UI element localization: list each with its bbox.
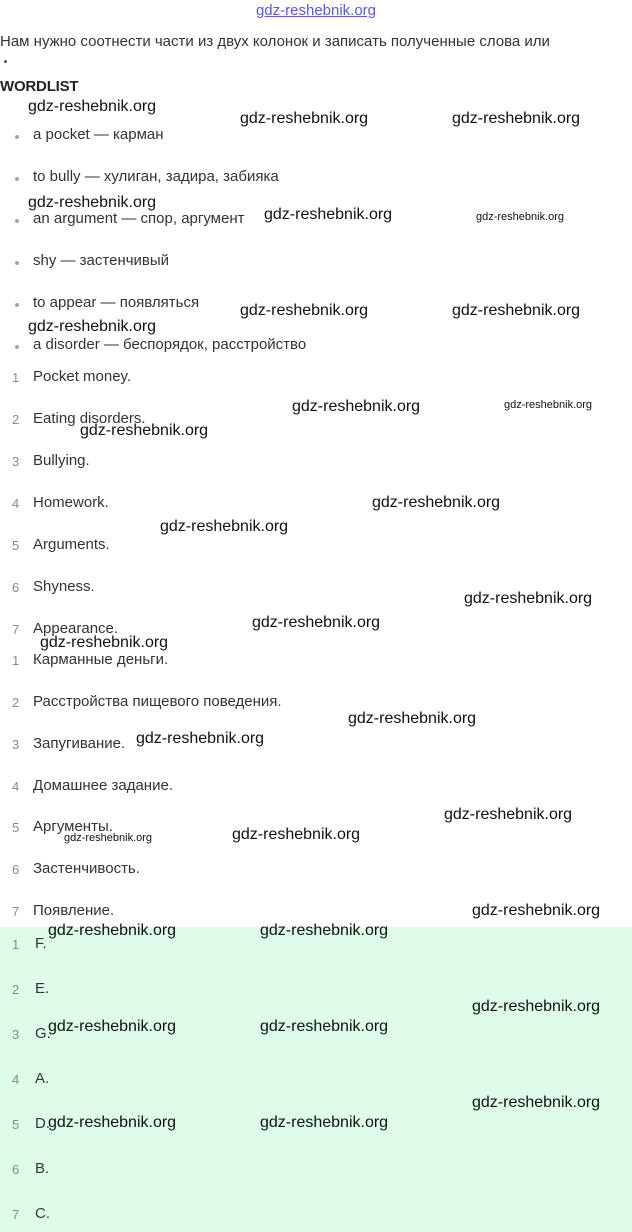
item-number: 2 bbox=[12, 412, 20, 427]
item-number: 1 bbox=[12, 937, 20, 952]
watermark: gdz-reshebnik.org bbox=[160, 518, 289, 535]
topic-en-text: Eating disorders. bbox=[33, 410, 146, 427]
item-number: 2 bbox=[12, 982, 20, 997]
watermark: gdz-reshebnik.org bbox=[40, 634, 169, 651]
topic-en-text: Pocket money. bbox=[33, 368, 132, 385]
topic-en-item bbox=[0, 368, 632, 392]
answer-item bbox=[0, 1070, 632, 1094]
watermark: gdz-reshebnik.org bbox=[372, 494, 501, 511]
topic-ru-text: Карманные деньги. bbox=[33, 651, 169, 668]
topic-en-item bbox=[0, 494, 632, 518]
watermark: gdz-reshebnik.org bbox=[232, 826, 361, 843]
topic-ru-item bbox=[0, 777, 632, 801]
topic-ru-text: Расстройства пищевого поведения. bbox=[33, 693, 282, 710]
watermark: gdz-reshebnik.org bbox=[48, 922, 177, 939]
wordlist-heading: WORDLIST bbox=[0, 78, 79, 95]
wordlist-item-text: a pocket — карман bbox=[33, 126, 164, 143]
topic-ru-text: Появление. bbox=[33, 902, 115, 919]
watermark: gdz-reshebnik.org bbox=[504, 399, 593, 411]
topic-ru-item bbox=[0, 735, 632, 759]
answer-text: B. bbox=[35, 1160, 50, 1177]
topic-en-text: Appearance. bbox=[33, 620, 119, 637]
watermark: gdz-reshebnik.org bbox=[452, 110, 581, 127]
item-number: 7 bbox=[12, 622, 20, 637]
watermark: gdz-reshebnik.org bbox=[260, 1018, 389, 1035]
watermark: gdz-reshebnik.org bbox=[240, 110, 369, 127]
answer-item bbox=[0, 1160, 632, 1184]
topic-en-item bbox=[0, 536, 632, 560]
topic-ru-item bbox=[0, 693, 632, 717]
item-number: 1 bbox=[12, 370, 20, 385]
watermark: gdz-reshebnik.org bbox=[260, 1114, 389, 1131]
item-number: 5 bbox=[12, 820, 20, 835]
wordlist-item bbox=[0, 126, 632, 150]
watermark: gdz-reshebnik.org bbox=[240, 302, 369, 319]
topic-ru-text: Застенчивость. bbox=[33, 860, 140, 877]
watermark: gdz-reshebnik.org bbox=[28, 194, 157, 211]
topic-en-text: Bullying. bbox=[33, 452, 90, 469]
watermark: gdz-reshebnik.org bbox=[136, 730, 265, 747]
watermark: gdz-reshebnik.org bbox=[28, 98, 157, 115]
answer-text: F. bbox=[35, 935, 47, 952]
answer-text: E. bbox=[35, 980, 50, 997]
watermark: gdz-reshebnik.org bbox=[28, 318, 157, 335]
site-header-link[interactable]: gdz-reshebnik.org bbox=[255, 2, 377, 19]
watermark: gdz-reshebnik.org bbox=[292, 398, 421, 415]
item-number: 7 bbox=[12, 904, 20, 919]
wordlist-item-text: to appear — появляться bbox=[33, 294, 200, 311]
bullet-dot bbox=[15, 219, 19, 223]
item-number: 4 bbox=[12, 1072, 20, 1087]
watermark: gdz-reshebnik.org bbox=[472, 1094, 601, 1111]
answer-text: D. bbox=[35, 1115, 50, 1132]
wordlist-item bbox=[0, 336, 632, 360]
watermark: gdz-reshebnik.org bbox=[452, 302, 581, 319]
item-number: 6 bbox=[12, 580, 20, 595]
watermark: gdz-reshebnik.org bbox=[252, 614, 381, 631]
watermark: gdz-reshebnik.org bbox=[48, 1114, 177, 1131]
watermark: gdz-reshebnik.org bbox=[260, 922, 389, 939]
item-number: 3 bbox=[12, 1027, 20, 1042]
topic-en-text: Arguments. bbox=[33, 536, 110, 553]
item-number: 6 bbox=[12, 1162, 20, 1177]
wordlist-item-text: a disorder — беспорядок, расстройство bbox=[33, 336, 307, 353]
wordlist-item-text: to bully — хулиган, задира, забияка bbox=[33, 168, 279, 185]
item-number: 5 bbox=[12, 1117, 20, 1132]
watermark: gdz-reshebnik.org bbox=[464, 590, 593, 607]
topic-ru-item bbox=[0, 860, 632, 884]
watermark: gdz-reshebnik.org bbox=[48, 1018, 177, 1035]
watermark: gdz-reshebnik.org bbox=[472, 998, 601, 1015]
answer-item bbox=[0, 1205, 632, 1229]
item-number: 4 bbox=[12, 779, 20, 794]
intro-text: Нам нужно соотнести части из двух колонок и записать полученные слова или bbox=[0, 33, 550, 50]
watermark: gdz-reshebnik.org bbox=[264, 206, 393, 223]
item-number: 7 bbox=[12, 1207, 20, 1222]
wordlist-item bbox=[0, 168, 632, 192]
wordlist-item-text: an argument — спор, аргумент bbox=[33, 210, 245, 227]
item-number: 3 bbox=[12, 737, 20, 752]
topic-ru-text: Аргументы. bbox=[33, 818, 113, 835]
bullet-dot bbox=[15, 345, 19, 349]
item-number: 1 bbox=[12, 653, 20, 668]
bullet-dot bbox=[15, 135, 19, 139]
topic-ru-text: Домашнее задание. bbox=[33, 777, 173, 794]
item-number: 2 bbox=[12, 695, 20, 710]
watermark: gdz-reshebnik.org bbox=[444, 806, 573, 823]
answer-text: C. bbox=[35, 1205, 50, 1222]
intro-dot bbox=[4, 60, 7, 63]
watermark: gdz-reshebnik.org bbox=[64, 832, 153, 844]
watermark: gdz-reshebnik.org bbox=[472, 902, 601, 919]
item-number: 4 bbox=[12, 496, 20, 511]
wordlist-item bbox=[0, 252, 632, 276]
wordlist-item-text: shy — застенчивый bbox=[33, 252, 170, 269]
watermark: gdz-reshebnik.org bbox=[476, 211, 565, 223]
item-number: 6 bbox=[12, 862, 20, 877]
topic-ru-item bbox=[0, 651, 632, 675]
answer-text: A. bbox=[35, 1070, 50, 1087]
topic-en-text: Shyness. bbox=[33, 578, 95, 595]
bullet-dot bbox=[15, 261, 19, 265]
bullet-dot bbox=[15, 303, 19, 307]
answer-text: G. bbox=[35, 1025, 51, 1042]
item-number: 5 bbox=[12, 538, 20, 553]
watermark: gdz-reshebnik.org bbox=[80, 422, 209, 439]
topic-en-item bbox=[0, 452, 632, 476]
topic-en-text: Homework. bbox=[33, 494, 109, 511]
watermark: gdz-reshebnik.org bbox=[348, 710, 477, 727]
item-number: 3 bbox=[12, 454, 20, 469]
bullet-dot bbox=[15, 177, 19, 181]
topic-ru-text: Запугивание. bbox=[33, 735, 126, 752]
